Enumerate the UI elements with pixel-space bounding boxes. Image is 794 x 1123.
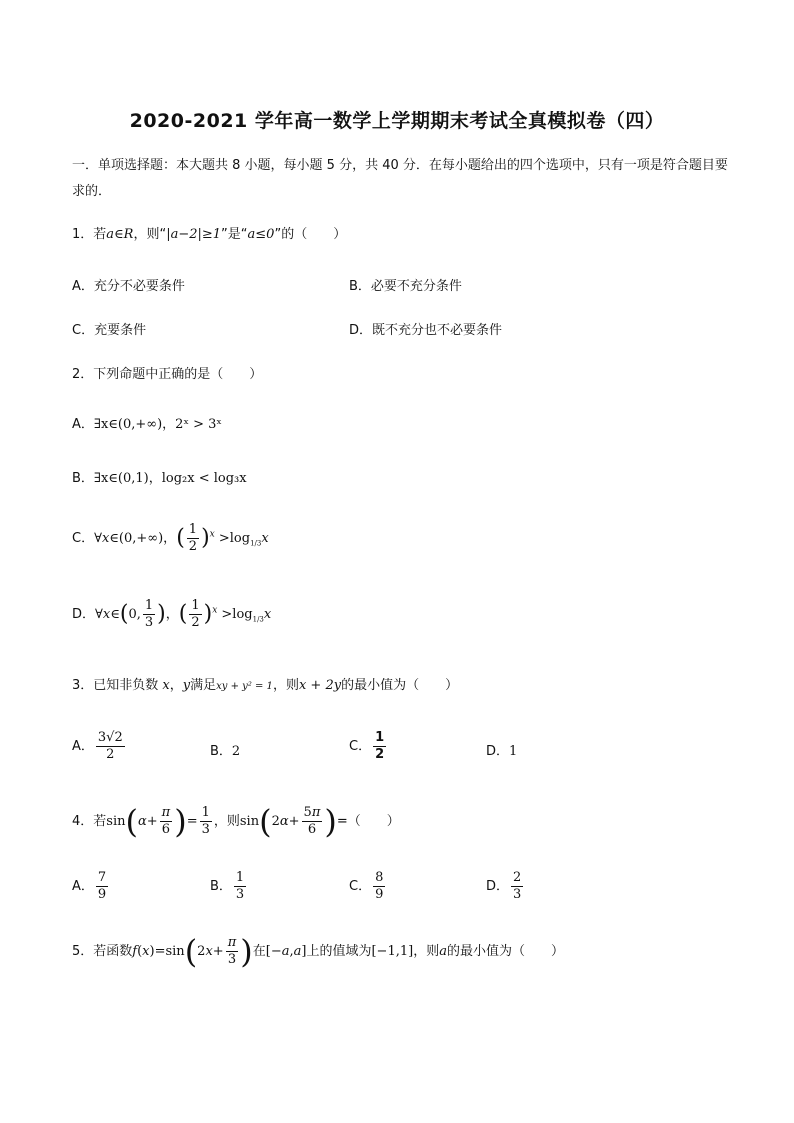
q3-stem-b: 满足: [190, 678, 217, 693]
q3-stem-d: 的最小值为（ ）: [341, 678, 459, 693]
q1-stem-b: ，则“: [133, 227, 167, 242]
q1-stem-c: ”是“: [221, 227, 248, 242]
q3-option-b: [210, 740, 240, 759]
q4-option-a: [72, 870, 110, 903]
q4-label-c: C．: [349, 879, 372, 894]
q4-d-value: $\frac{2}{3}$: [513, 870, 522, 902]
q3-stem-c: ，则: [272, 678, 299, 693]
q4-stem-b: ，则: [213, 814, 240, 829]
q2-label-a: A．: [72, 417, 94, 432]
q3-target: x + 2y: [298, 678, 342, 693]
q5-function: f(x)=sin(2x+ $\frac{\pi}{3}$ ): [132, 932, 253, 971]
q5-interval: [−a,a]: [265, 944, 307, 959]
q3-d-value: 1: [509, 744, 518, 759]
q5-range: [−1,1]: [371, 944, 414, 959]
q4-condition: sin(α+ $\frac{\pi}{6}$ )= $\frac{1}{3}$: [106, 802, 210, 841]
q3-label-a: A．: [72, 739, 94, 754]
page-title: 2020-2021 学年高一数学上学期期末考试全真模拟卷（四）: [129, 110, 665, 132]
q4-b-value: $\frac{1}{3}$: [235, 870, 245, 902]
q2-option-d: [72, 598, 271, 631]
q5-stem-e: 的最小值为（ ）: [446, 944, 564, 959]
q4-stem-c: =（ ）: [336, 814, 400, 829]
q4-a-value: $\frac{7}{9}$: [97, 870, 107, 902]
q4-label-a: A．: [72, 879, 94, 894]
q2-d-expr: ∀x∈(0, $\frac{1}{3}$ )，( $\frac{1}{2}$ )$^x >\log_{1/3}x$: [95, 598, 272, 630]
q1-option-d: D．既不充分也不必要条件: [349, 323, 503, 338]
q5-stem-d: ，则: [413, 944, 440, 959]
q5-stem-c: 上的值域为: [306, 944, 372, 959]
q4-label-d: D．: [486, 879, 510, 894]
q3-label-c: C．: [349, 739, 372, 754]
q3-var-y: y: [182, 678, 191, 693]
q1-cond-a: a∈R: [106, 227, 134, 242]
q5-stem-b: 在: [252, 944, 266, 959]
question-3: 3．已知非负数 x，y满足xy + y² = 1，则x + 2y的最小值为（ ）: [72, 678, 459, 693]
q2-option-b: [72, 467, 247, 486]
q3-a-value: $\frac{3√2}{2}$: [97, 730, 123, 762]
q1-cond-c: a≤0: [247, 227, 275, 242]
q4-option-c: [349, 870, 387, 903]
q2-label-b: B．: [72, 471, 94, 486]
q4-option-d: [486, 870, 525, 903]
q3-label-b: B．: [210, 744, 232, 759]
q3-stem-a: 3．已知非负数: [72, 678, 159, 693]
q2-label-c: C．: [72, 531, 95, 546]
q1-option-b: B．必要不充分条件: [349, 279, 462, 294]
q3-label-d: D．: [486, 744, 510, 759]
q2-label-d: D．: [72, 607, 96, 622]
q2-option-a: [72, 413, 222, 432]
q4-label-b: B．: [210, 879, 232, 894]
q4-expression: sin(2α+ $\frac{5\pi}{6}$ ): [239, 802, 337, 841]
question-4: [72, 802, 400, 841]
section-instructions: 一．单项选择题：本大题共 8 小题，每小题 5 分，共 40 分．在每小题给出的四个选项中，只有一项是符合题目要求的．: [72, 158, 728, 199]
q1-stem-d: ”的（ ）: [274, 227, 347, 242]
q3-option-a: [72, 730, 127, 763]
q2-a-expr: ∃x∈(0,+∞)，2ˣ > 3ˣ: [93, 417, 222, 432]
question-1: [72, 223, 346, 242]
q1-option-c: C．充要条件: [72, 323, 147, 338]
q3-c-value: $\frac{1}{2}$: [375, 730, 385, 762]
q1-stem-a: 1．若: [72, 227, 107, 242]
question-2: 2．下列命题中正确的是（ ）: [72, 367, 263, 382]
q3-option-d: [486, 740, 517, 759]
q4-stem-a: 4．若: [72, 814, 107, 829]
q2-b-expr: ∃x∈(0,1)，log₂x < log₃x: [93, 471, 247, 486]
q3-option-c: [349, 730, 388, 763]
q4-option-b: [210, 870, 248, 903]
q1-option-a: A．充分不必要条件: [72, 279, 185, 294]
q1-cond-b: |a−2|≥1: [166, 227, 222, 242]
q3-b-value: 2: [231, 744, 241, 759]
q5-stem-a: 5．若函数: [72, 944, 133, 959]
q3-var-x: x: [158, 678, 170, 693]
q5-var-a: a: [439, 944, 447, 959]
question-5: [72, 932, 564, 971]
q2-c-expr: ∀x∈(0,+∞)，( $\frac{1}{2}$ )$^x >\log_{1/3}x$: [94, 522, 269, 554]
q4-c-value: $\frac{8}{9}$: [375, 870, 384, 902]
q2-option-c: [72, 522, 269, 555]
q3-condition: xy + y² = 1: [216, 681, 273, 692]
